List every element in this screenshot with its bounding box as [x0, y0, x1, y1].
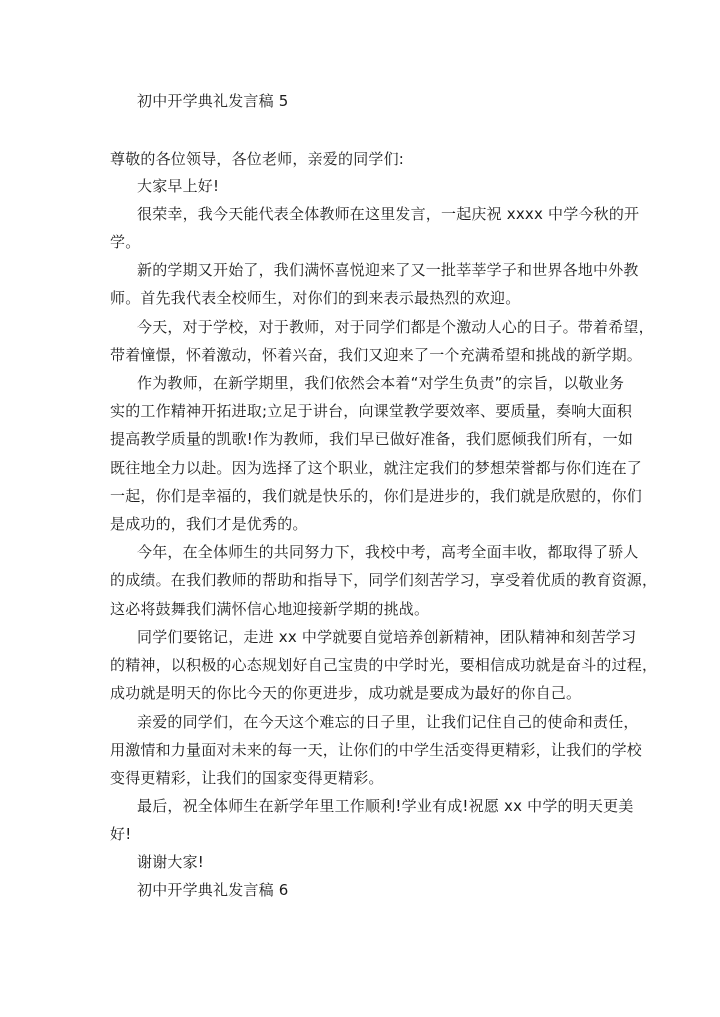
- section-heading: 初中开学典礼发言稿 6: [137, 881, 289, 899]
- paragraph-line: 作为教师，在新学期里，我们依然会本着“对学生负责”的宗旨，以敬业务: [137, 374, 625, 392]
- paragraph-line: 用激情和力量面对未来的每一天，让你们的中学生活变得更精彩，让我们的学校: [110, 741, 643, 759]
- section-heading: 初中开学典礼发言稿 5: [137, 92, 289, 110]
- paragraph-line: 师。首先我代表全校师生，对你们的到来表示最热烈的欢迎。: [110, 289, 521, 307]
- paragraph-line: 成功就是明天的你比今天的你更进步，成功就是要成为最好的你自己。: [110, 684, 582, 702]
- paragraph-line: 亲爱的同学们，在今天这个难忘的日子里，让我们记住自己的使命和责任，: [137, 713, 639, 731]
- paragraph-line: 实的工作精神开拓进取;立足于讲台，向课堂教学要效率、要质量，奏响大面积: [110, 402, 633, 420]
- paragraph-line: 学。: [110, 233, 141, 251]
- paragraph-line: 提高教学质量的凯歌!作为教师，我们早已做好准备，我们愿倾我们所有，一如: [110, 430, 634, 448]
- paragraph-line: 这必将鼓舞我们满怀信心地迎接新学期的挑战。: [110, 600, 430, 618]
- paragraph-line: 的精神，以积极的心态规划好自己宝贵的中学时光，要相信成功就是奋斗的过程，: [110, 656, 658, 674]
- paragraph-line: 同学们要铭记，走进 xx 中学就要自觉培养创新精神，团队精神和刻苦学习: [137, 628, 637, 646]
- paragraph-line: 今天，对于学校，对于教师，对于同学们都是个激动人心的日子。带着希望，: [137, 318, 654, 336]
- paragraph-line: 是成功的，我们才是优秀的。: [110, 515, 308, 533]
- paragraph-line: 大家早上好!: [137, 177, 220, 195]
- paragraph-line: 谢谢大家!: [137, 853, 205, 871]
- paragraph-line: 很荣幸，我今天能代表全体教师在这里发言，一起庆祝 xxxx 中学今秋的开: [137, 205, 640, 223]
- paragraph-line: 既往地全力以赴。因为选择了这个职业，就注定我们的梦想荣誉都与你们连在了: [110, 459, 643, 477]
- paragraph-line: 的成绩。在我们教师的帮助和指导下，同学们刻苦学习，享受着优质的教育资源，: [110, 571, 658, 589]
- paragraph-line: 新的学期又开始了，我们满怀喜悦迎来了又一批莘莘学子和世界各地中外教: [137, 261, 639, 279]
- paragraph-line: 今年，在全体师生的共同努力下，我校中考，高考全面丰收，都取得了骄人: [137, 543, 639, 561]
- paragraph-line: 好!: [110, 825, 132, 843]
- paragraph-line: 带着憧憬，怀着激动，怀着兴奋，我们又迎来了一个充满希望和挑战的新学期。: [110, 346, 643, 364]
- salutation: 尊敬的各位领导，各位老师，亲爱的同学们:: [110, 150, 405, 168]
- paragraph-line: 变得更精彩，让我们的国家变得更精彩。: [110, 769, 384, 787]
- paragraph-line: 一起，你们是幸福的，我们就是快乐的，你们是进步的，我们就是欣慰的，你们: [110, 487, 643, 505]
- paragraph-line: 最后，祝全体师生在新学年里工作顺利!学业有成!祝愿 xx 中学的明天更美: [137, 797, 634, 815]
